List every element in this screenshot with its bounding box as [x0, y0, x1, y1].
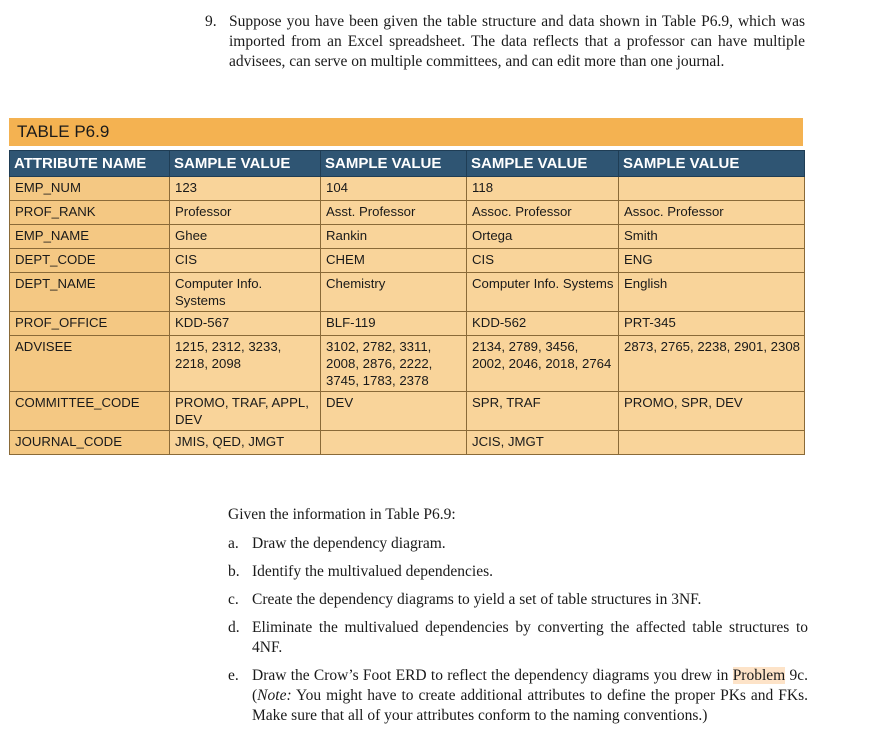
- value-cell: BLF-119: [321, 312, 467, 336]
- table-row: [10, 249, 805, 273]
- question-lead: Given the information in Table P6.9:: [228, 506, 456, 523]
- problem-intro: [205, 12, 805, 72]
- value-cell: CIS: [467, 249, 619, 273]
- value-cell: SPR, TRAF: [467, 392, 619, 431]
- question-text: Create the dependency diagrams to yield a set of table structures in 3NF.: [252, 591, 702, 608]
- attribute-cell: EMP_NUM: [10, 177, 170, 201]
- value-cell: [619, 177, 805, 201]
- question-text: Eliminate the multivalued dependencies by converting the affected table structures to 4NF.: [252, 619, 808, 656]
- question-item: [228, 618, 808, 658]
- value-cell: 2873, 2765, 2238, 2901, 2308: [619, 336, 805, 392]
- header-sample-value: SAMPLE VALUE: [170, 151, 321, 177]
- value-cell: Assoc. Professor: [467, 201, 619, 225]
- question-label: b.: [228, 563, 240, 580]
- value-cell: PROMO, SPR, DEV: [619, 392, 805, 431]
- question-label: c.: [228, 591, 239, 608]
- attribute-cell: JOURNAL_CODE: [10, 431, 170, 455]
- value-cell: PRT-345: [619, 312, 805, 336]
- value-cell: Rankin: [321, 225, 467, 249]
- question-text: Draw the dependency diagram.: [252, 535, 446, 552]
- header-sample-value: SAMPLE VALUE: [321, 151, 467, 177]
- value-cell: Professor: [170, 201, 321, 225]
- value-cell: KDD-562: [467, 312, 619, 336]
- table-row: [10, 431, 805, 455]
- value-cell: 118: [467, 177, 619, 201]
- value-cell: Asst. Professor: [321, 201, 467, 225]
- question-label: d.: [228, 619, 240, 636]
- value-cell: PROMO, TRAF, APPL, DEV: [170, 392, 321, 431]
- value-cell: English: [619, 273, 805, 312]
- problem-text: Suppose you have been given the table structure and data shown in Table P6.9, which was imported from an Excel spreadsheet. The data reflects that a professor can have multiple advisees, can serve on multiple committees, and can edit more than one journal.: [229, 13, 805, 70]
- attribute-cell: DEPT_NAME: [10, 273, 170, 312]
- question-item: [228, 562, 808, 582]
- table-row: [10, 177, 805, 201]
- attribute-cell: ADVISEE: [10, 336, 170, 392]
- value-cell: KDD-567: [170, 312, 321, 336]
- value-cell: Assoc. Professor: [619, 201, 805, 225]
- table-row: [10, 225, 805, 249]
- header-sample-value: SAMPLE VALUE: [619, 151, 805, 177]
- value-cell: Chemistry: [321, 273, 467, 312]
- note-label: Note:: [257, 687, 292, 704]
- attribute-cell: COMMITTEE_CODE: [10, 392, 170, 431]
- question-item: [228, 534, 808, 554]
- value-cell: 104: [321, 177, 467, 201]
- value-cell: Ghee: [170, 225, 321, 249]
- value-cell: DEV: [321, 392, 467, 431]
- question-text: 9c. (: [252, 667, 808, 704]
- value-cell: 123: [170, 177, 321, 201]
- value-cell: JCIS, JMGT: [467, 431, 619, 455]
- highlighted-word: Problem: [732, 667, 786, 684]
- value-cell: 3102, 2782, 3311, 2008, 2876, 2222, 3745, 1783, 2378: [321, 336, 467, 392]
- value-cell: CIS: [170, 249, 321, 273]
- value-cell: Ortega: [467, 225, 619, 249]
- value-cell: JMIS, QED, JMGT: [170, 431, 321, 455]
- question-text: Draw the Crow’s Foot ERD to reflect the dependency diagrams you drew in: [252, 667, 733, 684]
- question-list: [228, 505, 808, 734]
- table-row: [10, 273, 805, 312]
- header-sample-value: SAMPLE VALUE: [467, 151, 619, 177]
- value-cell: ENG: [619, 249, 805, 273]
- question-item: [228, 590, 808, 610]
- attribute-cell: DEPT_CODE: [10, 249, 170, 273]
- table-title: TABLE P6.9: [9, 118, 803, 146]
- value-cell: 2134, 2789, 3456, 2002, 2046, 2018, 2764: [467, 336, 619, 392]
- value-cell: [619, 431, 805, 455]
- table-row: [10, 392, 805, 431]
- attribute-cell: PROF_RANK: [10, 201, 170, 225]
- table-header-row: [10, 151, 805, 177]
- value-cell: 1215, 2312, 3233, 2218, 2098: [170, 336, 321, 392]
- question-label: e.: [228, 667, 239, 684]
- header-attribute-name: ATTRIBUTE NAME: [10, 151, 170, 177]
- value-cell: CHEM: [321, 249, 467, 273]
- problem-number: 9.: [205, 13, 217, 30]
- table-row: [10, 201, 805, 225]
- question-label: a.: [228, 535, 239, 552]
- note-text: You might have to create additional attributes to define the proper PKs and FKs. Make sure that all of your attributes conform to the naming conventions.): [252, 687, 808, 724]
- attribute-cell: EMP_NAME: [10, 225, 170, 249]
- value-cell: Computer Info. Systems: [170, 273, 321, 312]
- value-cell: Smith: [619, 225, 805, 249]
- question-item: [228, 666, 808, 726]
- question-text: Identify the multivalued dependencies.: [252, 563, 494, 580]
- value-cell: [321, 431, 467, 455]
- data-table: [9, 150, 805, 455]
- attribute-cell: PROF_OFFICE: [10, 312, 170, 336]
- value-cell: Computer Info. Systems: [467, 273, 619, 312]
- table-row: [10, 336, 805, 392]
- table-row: [10, 312, 805, 336]
